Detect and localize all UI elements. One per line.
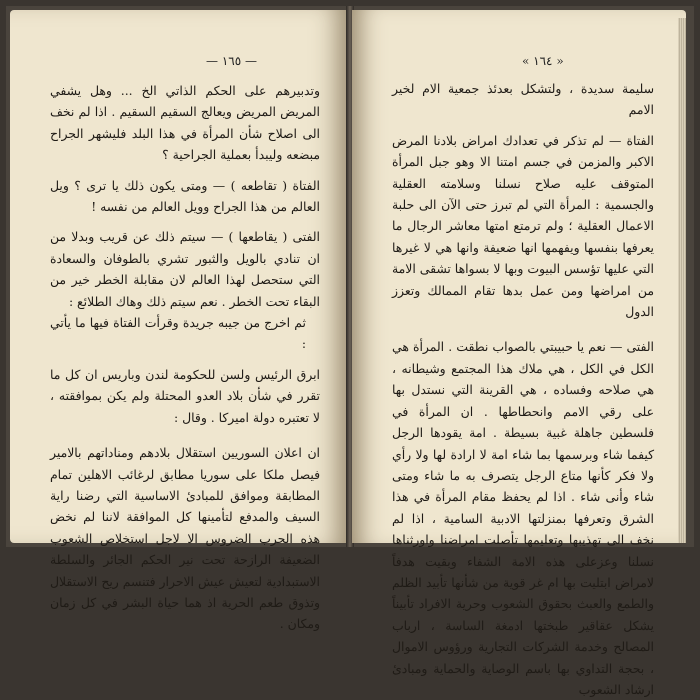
page-edges (678, 18, 686, 543)
paragraph: ان اعلان السوريين استقلال بلادهم ومناداتهم بالامير فيصل ملكا على سوريا مطابق لرغائب الاهلين تمام المطابقة وموافق للمبادئ الاساسية التي رضنا راية السيف والمدفع لتأمينها كل الموافقة لاننا لم نخض هذه الحرب الضروس الا لاجل استخلاص الشعوب الضعيفة الرازحة تحت نير الحكم الجائر والسلطة الاستبدادية لتعيش عيش الاحرار فتنسم ريح الاستقلال وتذوق طعم الحرية اذ هما حياة البشر في كل زمان ومكان . (50, 445, 320, 632)
left-page (10, 10, 348, 632)
page-body (392, 78, 654, 700)
paragraph: الفتى ( يقاطعها ) — سيتم ذلك عن قريب وبدلا من ان تنادي بالويل والثبور تشري بالطوفان والسعادة التي ستحصل لهذا العالم لان مقابلة الخطر خير من البقاء تحت الخطر . نعم سيتم ذلك وهاك الطلائع : (50, 229, 320, 309)
page-number: « ١٦٤ » (522, 54, 564, 68)
paragraph: الفتى — نعم يا حبيبتي بالصواب نطقت . المرأة هي الكل في الكل ، هي ملاك هذا المجتمع وشيطانه ، هي صلاحه وفساده ، هي القرينة التي نستدل بها على رقي الامم وانحطاطها . ان المرأة في فلسطين جاهلة غبية بسيطة . امة يقودها الرجل كيفما شاء وبرسمها بما شاء امة لا ارادة لها ولا رأي ولا فكر كأنها متاع الرجل يتصرف به ما شاء ومتى شاء وأنى شاء . اذا لم يحفظ مقام المرأة في هذا الشرق وتعرفها بمنزلتها الادبية السامية ، اذا لم نخف الى تهذيبها وتعليمها تأصلت امراضنا واورثناها نسلنا وعزعلى هذه الامة الشفاء وبقيت هدفاً لامراض ابتليت بها ام غر قوية من شأنها تأبيد الظلم والطمع والعبث بحقوق الشعوب وحرية الافراد تأبيناً يشكل عقاقير طبختها ادمغة الساسة ، ارباب المصالح وخدمة الشركات التجارية ورؤوس الاموال ، بحجة التداوي بها باسم الوصاية والحماية ومبادئ ارشاد الشعوب (392, 339, 654, 697)
paragraph: الفتاة — لم تذكر في تعدادك امراض بلادنا المرض الاكبر والمزمن في جسم امتنا الا وهو جبل المرأة المتوقف عليه صلاح نسلنا وسلامته العقلية والجسمية : المرأة التي لم تبرز حتى الآن الى حلبة الاعمال العقلية ؛ ولم ترمتع امتها معاشر الرجال ما يعرفها بنفسها ويفهمها انها ضعيفة وانها هي لا غيرها التي عليها تؤسس البيوت وبها لا بسواها تشقى الامة من امراضها ومن عمل بدها تقام الممالك وتعزز الدول (392, 132, 654, 320)
paragraph: الفتاة ( تقاطعه ) — ومتى يكون ذلك يا ترى ؟ ويل العالم من هذا الجراح وويل العالم من نفسه ! (50, 177, 320, 215)
paragraph: ثم اخرج من جيبه جريدة وقرأت الفتاة فيها ما يأتي : (50, 315, 306, 352)
right-page (352, 10, 686, 697)
paragraph: ابرق الرئيس ولسن للحكومة لندن وباريس ان كل ما تقرر في شأن بلاد العدو المحتلة ولم يكن بموافقته ، لا تعتبره دولة اميركا . وقال : (50, 366, 320, 425)
paragraph: سليمة سديدة ، ولتشكل بعدئذ جمعية الام لخير الامم (392, 81, 654, 118)
paragraph: وتدبيرهم على الحكم الذاتي الخ ... وهل يشفي المريض المريض ويعالج السقيم السقيم . اذا لم نخف الى اصلاح شأن المرأة في هذا البلد فليشهر الجراح مبضعه وليبدأ بعملية الجراحية ؟ (50, 83, 320, 163)
page-number: — ١٦٥ — (206, 54, 257, 68)
page-body (50, 80, 320, 635)
book-spread (6, 6, 694, 697)
